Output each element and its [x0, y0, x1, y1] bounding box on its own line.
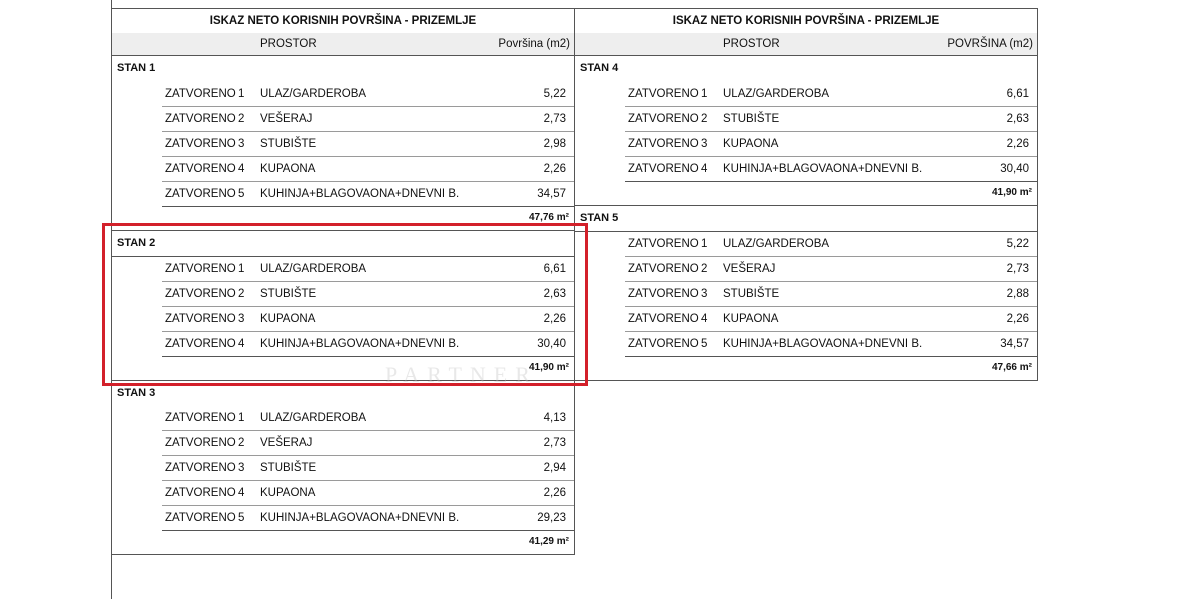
row-room: KUHINJA+BLAGOVAONA+DNEVNI B. — [260, 338, 460, 350]
table-row — [625, 107, 1037, 132]
apartment-group-stan-5 — [575, 206, 1037, 380]
row-kind: ZATVORENO — [165, 138, 236, 150]
row-number: 1 — [238, 263, 245, 275]
table-row — [162, 431, 574, 456]
row-room: KUHINJA+BLAGOVAONA+DNEVNI B. — [723, 163, 923, 175]
row-number: 4 — [701, 313, 708, 325]
row-room: STUBIŠTE — [260, 138, 317, 150]
column-povrsina: Površina (m2) — [498, 38, 570, 50]
row-number: 4 — [701, 163, 708, 175]
row-kind: ZATVORENO — [165, 487, 236, 499]
row-number: 3 — [701, 138, 708, 150]
row-area: 2,94 — [543, 462, 566, 474]
apartment-title: STAN 4 — [580, 62, 619, 74]
row-area: 2,26 — [543, 313, 566, 325]
apartment-group-stan-4 — [575, 56, 1037, 206]
row-kind: ZATVORENO — [628, 138, 699, 150]
table-title: ISKAZ NETO KORISNIH POVRŠINA - PRIZEMLJE — [575, 9, 1037, 34]
row-kind: ZATVORENO — [628, 263, 699, 275]
row-kind: ZATVORENO — [628, 238, 699, 250]
column-prostor: PROSTOR — [723, 38, 780, 50]
row-number: 4 — [238, 163, 245, 175]
row-area: 2,26 — [543, 487, 566, 499]
row-number: 3 — [238, 462, 245, 474]
row-area: 5,22 — [543, 88, 566, 100]
row-kind: ZATVORENO — [628, 113, 699, 125]
row-number: 5 — [238, 512, 245, 524]
row-kind: ZATVORENO — [165, 88, 236, 100]
area-table-right — [574, 8, 1038, 381]
row-number: 2 — [238, 113, 245, 125]
row-room: KUHINJA+BLAGOVAONA+DNEVNI B. — [723, 338, 923, 350]
row-room: ULAZ/GARDEROBA — [260, 263, 367, 275]
row-room: STUBIŠTE — [723, 113, 780, 125]
table-row — [625, 232, 1037, 257]
column-prostor: PROSTOR — [260, 38, 317, 50]
row-kind: ZATVORENO — [165, 288, 236, 300]
table-row — [162, 157, 574, 182]
table-row — [162, 132, 574, 157]
row-number: 1 — [701, 88, 708, 100]
column-header-row — [112, 33, 574, 56]
table-row — [162, 82, 574, 107]
row-room: KUPAONA — [260, 313, 316, 325]
row-number: 4 — [238, 487, 245, 499]
row-kind: ZATVORENO — [165, 412, 236, 424]
row-number: 3 — [701, 288, 708, 300]
apartment-title: STAN 2 — [117, 237, 156, 249]
row-area: 2,63 — [1006, 113, 1029, 125]
column-povrsina: POVRŠINA (m2) — [947, 38, 1033, 50]
row-area: 2,73 — [1006, 263, 1029, 275]
row-area: 5,22 — [1006, 238, 1029, 250]
row-kind: ZATVORENO — [628, 163, 699, 175]
row-room: KUHINJA+BLAGOVAONA+DNEVNI B. — [260, 188, 460, 200]
row-area: 2,73 — [543, 437, 566, 449]
row-room: KUPAONA — [723, 313, 779, 325]
row-area: 2,73 — [543, 113, 566, 125]
row-kind: ZATVORENO — [165, 313, 236, 325]
table-row — [625, 82, 1037, 107]
apartment-group-stan-3 — [112, 381, 574, 555]
row-room: ULAZ/GARDEROBA — [260, 88, 367, 100]
row-number: 2 — [238, 288, 245, 300]
row-number: 2 — [701, 113, 708, 125]
table-row — [625, 132, 1037, 157]
apartment-group-stan-1 — [112, 56, 574, 231]
row-kind: ZATVORENO — [165, 188, 236, 200]
watermark: PARTNER — [385, 362, 538, 387]
row-area: 2,88 — [1006, 288, 1029, 300]
table-row — [162, 481, 574, 506]
highlight-box — [102, 223, 588, 386]
row-number: 5 — [701, 338, 708, 350]
table-row — [162, 107, 574, 132]
table-row — [162, 506, 574, 531]
row-kind: ZATVORENO — [628, 88, 699, 100]
row-room: VEŠERAJ — [723, 263, 776, 275]
row-number: 3 — [238, 313, 245, 325]
apartment-total: 41,90 m² — [528, 362, 569, 373]
row-area: 2,26 — [543, 163, 566, 175]
row-number: 4 — [238, 338, 245, 350]
row-kind: ZATVORENO — [165, 263, 236, 275]
table-title: ISKAZ NETO KORISNIH POVRŠINA - PRIZEMLJE — [112, 9, 574, 34]
row-kind: ZATVORENO — [628, 338, 699, 350]
row-number: 1 — [238, 88, 245, 100]
row-room: KUHINJA+BLAGOVAONA+DNEVNI B. — [260, 512, 460, 524]
table-row — [625, 307, 1037, 332]
apartment-total: 47,76 m² — [528, 212, 569, 223]
row-number: 5 — [238, 188, 245, 200]
table-row — [162, 406, 574, 431]
apartment-total: 41,90 m² — [991, 187, 1032, 198]
row-number: 1 — [238, 412, 245, 424]
row-kind: ZATVORENO — [165, 163, 236, 175]
table-row — [625, 282, 1037, 307]
row-room: KUPAONA — [260, 487, 316, 499]
row-number: 1 — [701, 238, 708, 250]
row-kind: ZATVORENO — [628, 288, 699, 300]
apartment-total: 47,66 m² — [991, 362, 1032, 373]
row-room: ULAZ/GARDEROBA — [723, 88, 830, 100]
row-area: 2,63 — [543, 288, 566, 300]
column-header-row — [575, 33, 1037, 56]
table-row — [625, 332, 1037, 357]
row-room: STUBIŠTE — [723, 288, 780, 300]
row-room: VEŠERAJ — [260, 437, 313, 449]
apartment-title: STAN 3 — [117, 387, 156, 399]
table-row — [625, 157, 1037, 182]
row-area: 29,23 — [537, 512, 566, 524]
row-kind: ZATVORENO — [165, 512, 236, 524]
row-room: STUBIŠTE — [260, 288, 317, 300]
row-kind: ZATVORENO — [165, 113, 236, 125]
apartment-total: 41,29 m² — [528, 536, 569, 547]
row-area: 30,40 — [1000, 163, 1029, 175]
table-row — [162, 456, 574, 481]
row-area: 30,40 — [537, 338, 566, 350]
row-number: 2 — [238, 437, 245, 449]
row-area: 2,98 — [543, 138, 566, 150]
apartment-title: STAN 5 — [580, 212, 619, 224]
row-area: 34,57 — [537, 188, 566, 200]
row-area: 4,13 — [543, 412, 566, 424]
row-room: VEŠERAJ — [260, 113, 313, 125]
row-kind: ZATVORENO — [165, 437, 236, 449]
row-area: 34,57 — [1000, 338, 1029, 350]
row-area: 2,26 — [1006, 138, 1029, 150]
row-kind: ZATVORENO — [165, 338, 236, 350]
row-number: 3 — [238, 138, 245, 150]
row-room: STUBIŠTE — [260, 462, 317, 474]
row-kind: ZATVORENO — [628, 313, 699, 325]
row-room: ULAZ/GARDEROBA — [260, 412, 367, 424]
row-number: 2 — [701, 263, 708, 275]
row-area: 6,61 — [543, 263, 566, 275]
row-kind: ZATVORENO — [165, 462, 236, 474]
row-room: KUPAONA — [260, 163, 316, 175]
row-area: 6,61 — [1006, 88, 1029, 100]
row-area: 2,26 — [1006, 313, 1029, 325]
row-room: ULAZ/GARDEROBA — [723, 238, 830, 250]
row-room: KUPAONA — [723, 138, 779, 150]
table-row — [625, 257, 1037, 282]
apartment-title: STAN 1 — [117, 62, 156, 74]
table-row — [162, 182, 574, 207]
